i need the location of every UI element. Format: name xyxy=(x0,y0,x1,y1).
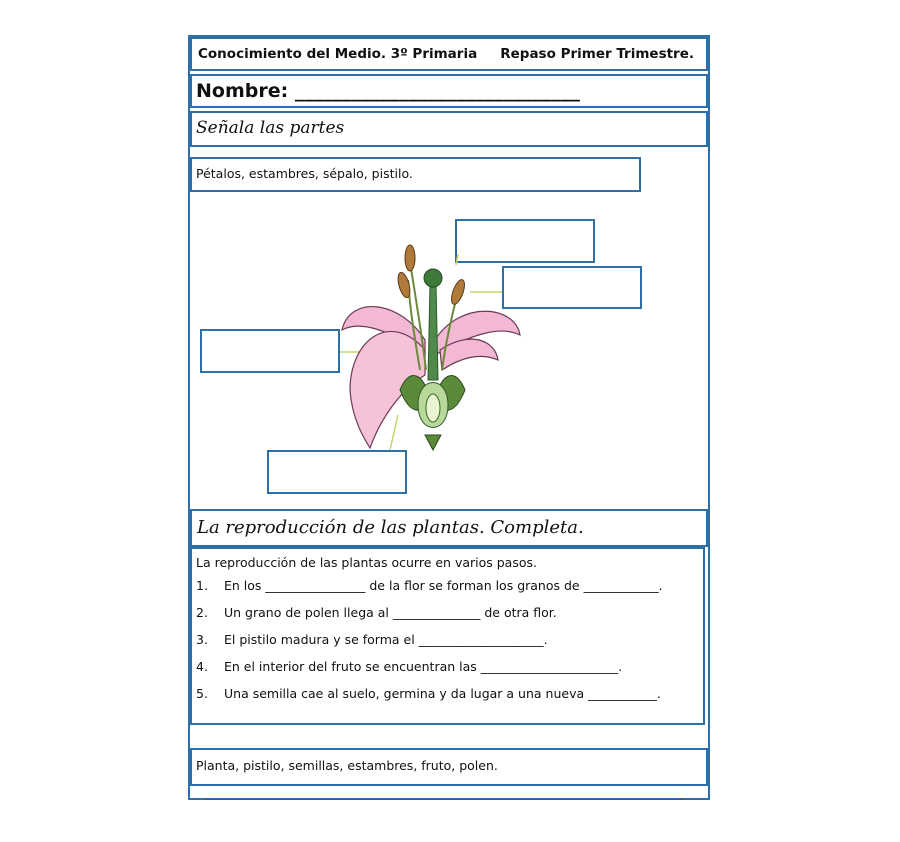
worksheet-header xyxy=(190,37,708,71)
stem xyxy=(425,435,441,450)
item-number: 2. xyxy=(196,605,208,620)
anther xyxy=(396,271,412,299)
pistil xyxy=(428,285,438,380)
item-text: Una semilla cae al suelo, germina y da lugar a una nueva ___________. xyxy=(224,686,661,701)
subject-title: Conocimiento del Medio. 3º Primaria xyxy=(198,46,478,62)
item-text: El pistilo madura y se forma el ____________________. xyxy=(224,632,548,647)
ovule xyxy=(426,394,440,422)
stigma xyxy=(424,269,442,287)
flower-diagram xyxy=(330,240,530,455)
review-title: Repaso Primer Trimestre. xyxy=(500,46,694,62)
anther xyxy=(449,278,467,306)
item-number: 5. xyxy=(196,686,208,701)
name-field[interactable]: Nombre: ______________________________ xyxy=(190,74,708,108)
reproduction-steps xyxy=(190,547,705,725)
steps-intro: La reproducción de las plantas ocurre en varios pasos. xyxy=(196,555,537,570)
item-number: 3. xyxy=(196,632,208,647)
item-text: Un grano de polen llega al ______________ de otra flor. xyxy=(224,605,557,620)
leader-line xyxy=(456,254,458,265)
item-number: 4. xyxy=(196,659,208,674)
section-title-reproduction: La reproducción de las plantas. Completa. xyxy=(190,509,708,547)
list-item[interactable] xyxy=(196,659,703,686)
divider xyxy=(205,799,685,800)
list-item[interactable] xyxy=(196,578,703,605)
section-title-parts: Señala las partes xyxy=(190,111,708,147)
list-item[interactable] xyxy=(196,605,703,632)
item-text: En el interior del fruto se encuentran las ______________________. xyxy=(224,659,623,674)
list-item[interactable] xyxy=(196,632,703,659)
answer-box-3[interactable] xyxy=(200,329,340,373)
anther xyxy=(405,245,415,271)
leader-line xyxy=(390,415,398,450)
answer-box-4[interactable] xyxy=(267,450,407,494)
word-bank-parts: Pétalos, estambres, sépalo, pistilo. xyxy=(190,157,641,192)
word-bank-reproduction: Planta, pistilo, semillas, estambres, fruto, polen. xyxy=(190,748,708,786)
item-number: 1. xyxy=(196,578,208,593)
list-item[interactable] xyxy=(196,686,703,713)
item-text: En los ________________ de la flor se forman los granos de ____________. xyxy=(224,578,663,593)
